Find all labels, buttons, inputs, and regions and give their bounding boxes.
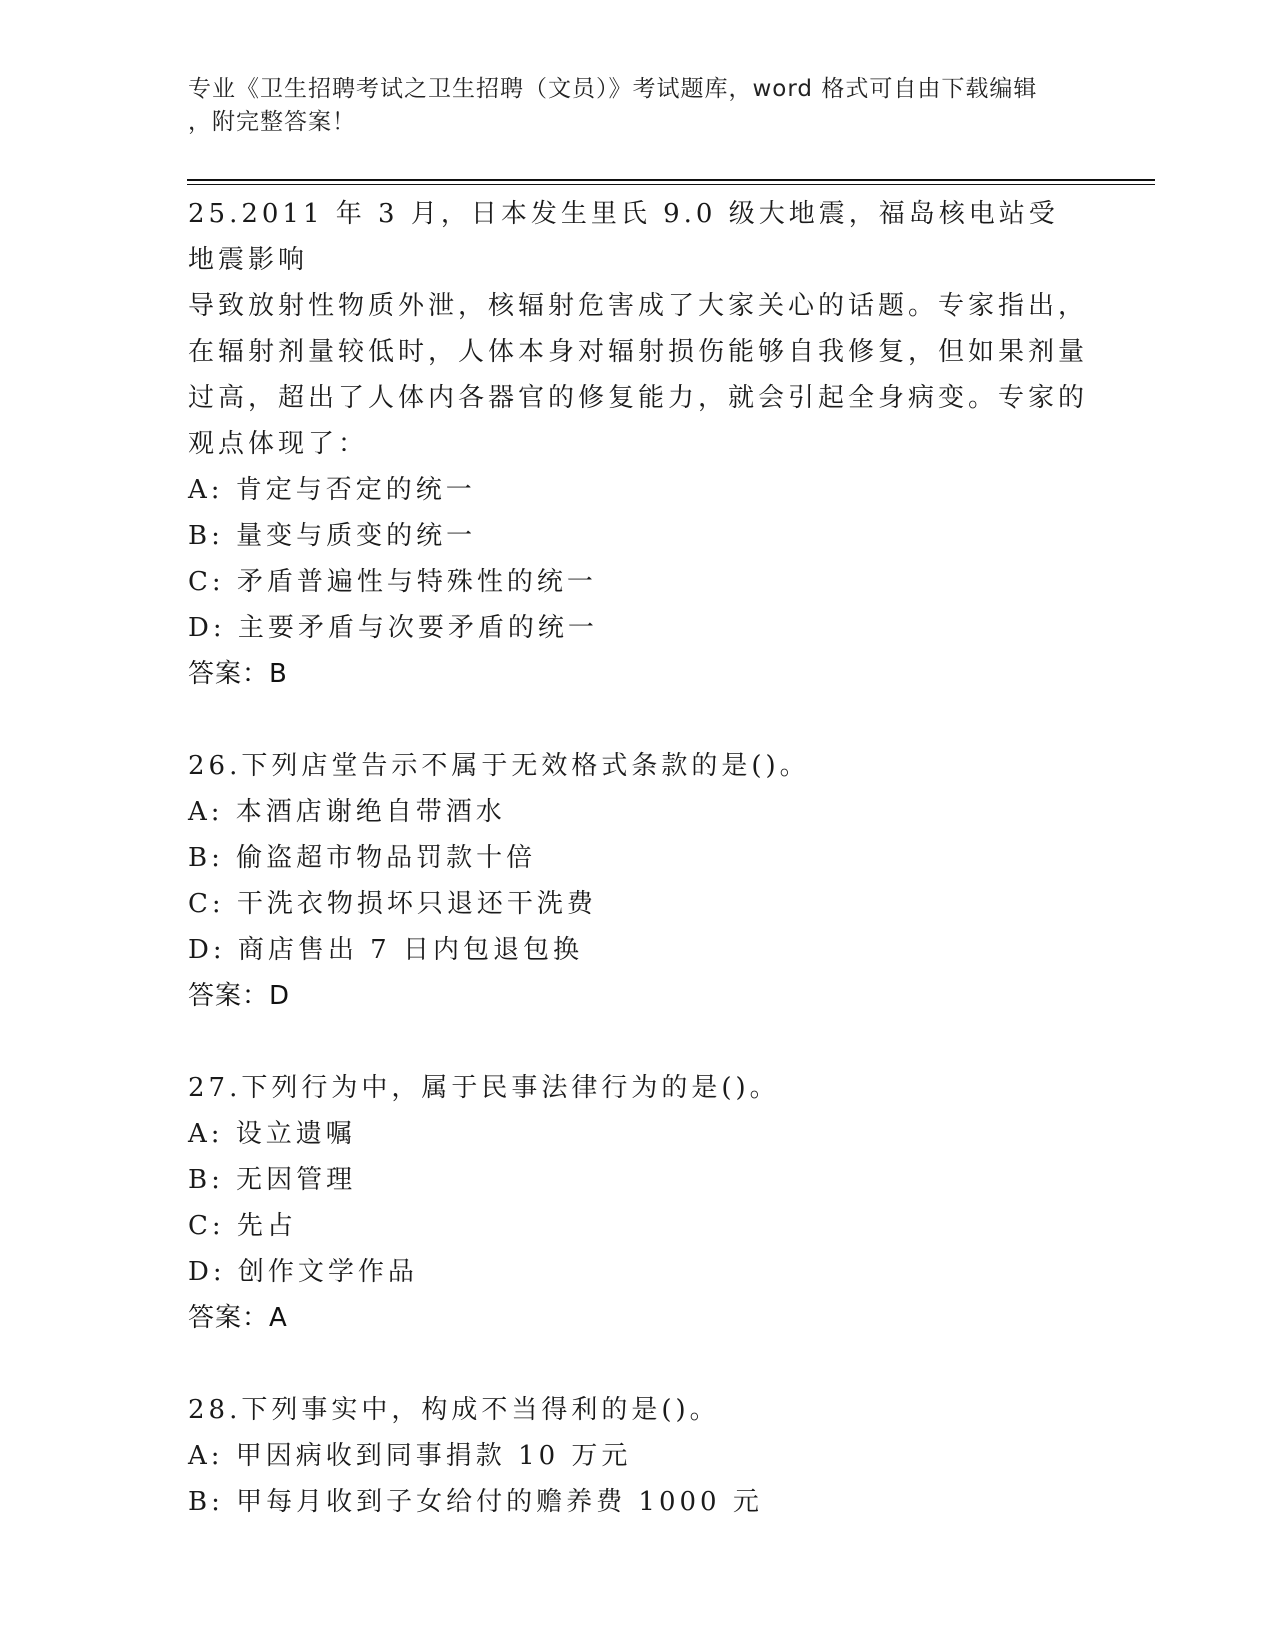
stem-line: 26.下列店堂告示不属于无效格式条款的是()。 bbox=[188, 751, 810, 781]
option-c: C: 先占 bbox=[188, 1211, 297, 1241]
answer-line: 答案：D bbox=[188, 981, 291, 1011]
question-stem bbox=[188, 191, 1088, 467]
document-header bbox=[188, 73, 1088, 139]
question-spacer bbox=[188, 1019, 1088, 1065]
question-27 bbox=[188, 1065, 1088, 1341]
header-line-2: ，附完整答案！ bbox=[188, 109, 356, 135]
option-a: A: 本酒店谢绝自带酒水 bbox=[188, 797, 506, 827]
option-b: B: 量变与质变的统一 bbox=[188, 521, 477, 551]
option-d: D: 创作文学作品 bbox=[188, 1257, 418, 1287]
option-b: B: 偷盗超市物品罚款十倍 bbox=[188, 843, 537, 873]
answer-line: 答案：B bbox=[188, 659, 288, 689]
option-b: B: 无因管理 bbox=[188, 1165, 357, 1195]
option-a: A: 甲因病收到同事捐款 10 万元 bbox=[188, 1441, 632, 1471]
header-divider-thin bbox=[187, 184, 1155, 185]
option-a: A: 肯定与否定的统一 bbox=[188, 475, 476, 505]
option-a: A: 设立遗嘱 bbox=[188, 1119, 356, 1149]
question-25 bbox=[188, 191, 1088, 697]
option-d: D: 商店售出 7 日内包退包换 bbox=[188, 935, 583, 965]
stem-line: 28.下列事实中，构成不当得利的是()。 bbox=[188, 1395, 720, 1425]
option-b: B: 甲每月收到子女给付的赡养费 1000 元 bbox=[188, 1487, 763, 1517]
question-28 bbox=[188, 1387, 1088, 1525]
stem-line: 观点体现了： bbox=[188, 429, 369, 459]
question-list bbox=[188, 191, 1088, 1525]
stem-line: 过高，超出了人体内各器官的修复能力，就会引起全身病变。专家的 bbox=[188, 383, 1089, 413]
question-spacer bbox=[188, 697, 1088, 743]
option-c: C: 矛盾普遍性与特殊性的统一 bbox=[188, 567, 597, 597]
stem-line: 导致放射性物质外泄，核辐射危害成了大家关心的话题。专家指出， bbox=[188, 291, 1089, 321]
stem-line: 27.下列行为中，属于民事法律行为的是()。 bbox=[188, 1073, 780, 1103]
option-d: D: 主要矛盾与次要矛盾的统一 bbox=[188, 613, 598, 643]
header-divider-thick bbox=[187, 179, 1155, 181]
stem-line: 在辐射剂量较低时，人体本身对辐射损伤能够自我修复，但如果剂量 bbox=[188, 337, 1089, 367]
stem-line: 25.2011 年 3 月，日本发生里氏 9.0 级大地震，福岛核电站受地震影响 bbox=[188, 199, 1059, 275]
header-line-1: 专业《卫生招聘考试之卫生招聘（文员）》考试题库，word 格式可自由下载编辑 bbox=[188, 76, 1038, 102]
question-spacer bbox=[188, 1341, 1088, 1387]
answer-line: 答案：A bbox=[188, 1303, 288, 1333]
option-c: C: 干洗衣物损坏只退还干洗费 bbox=[188, 889, 597, 919]
question-26 bbox=[188, 743, 1088, 1019]
